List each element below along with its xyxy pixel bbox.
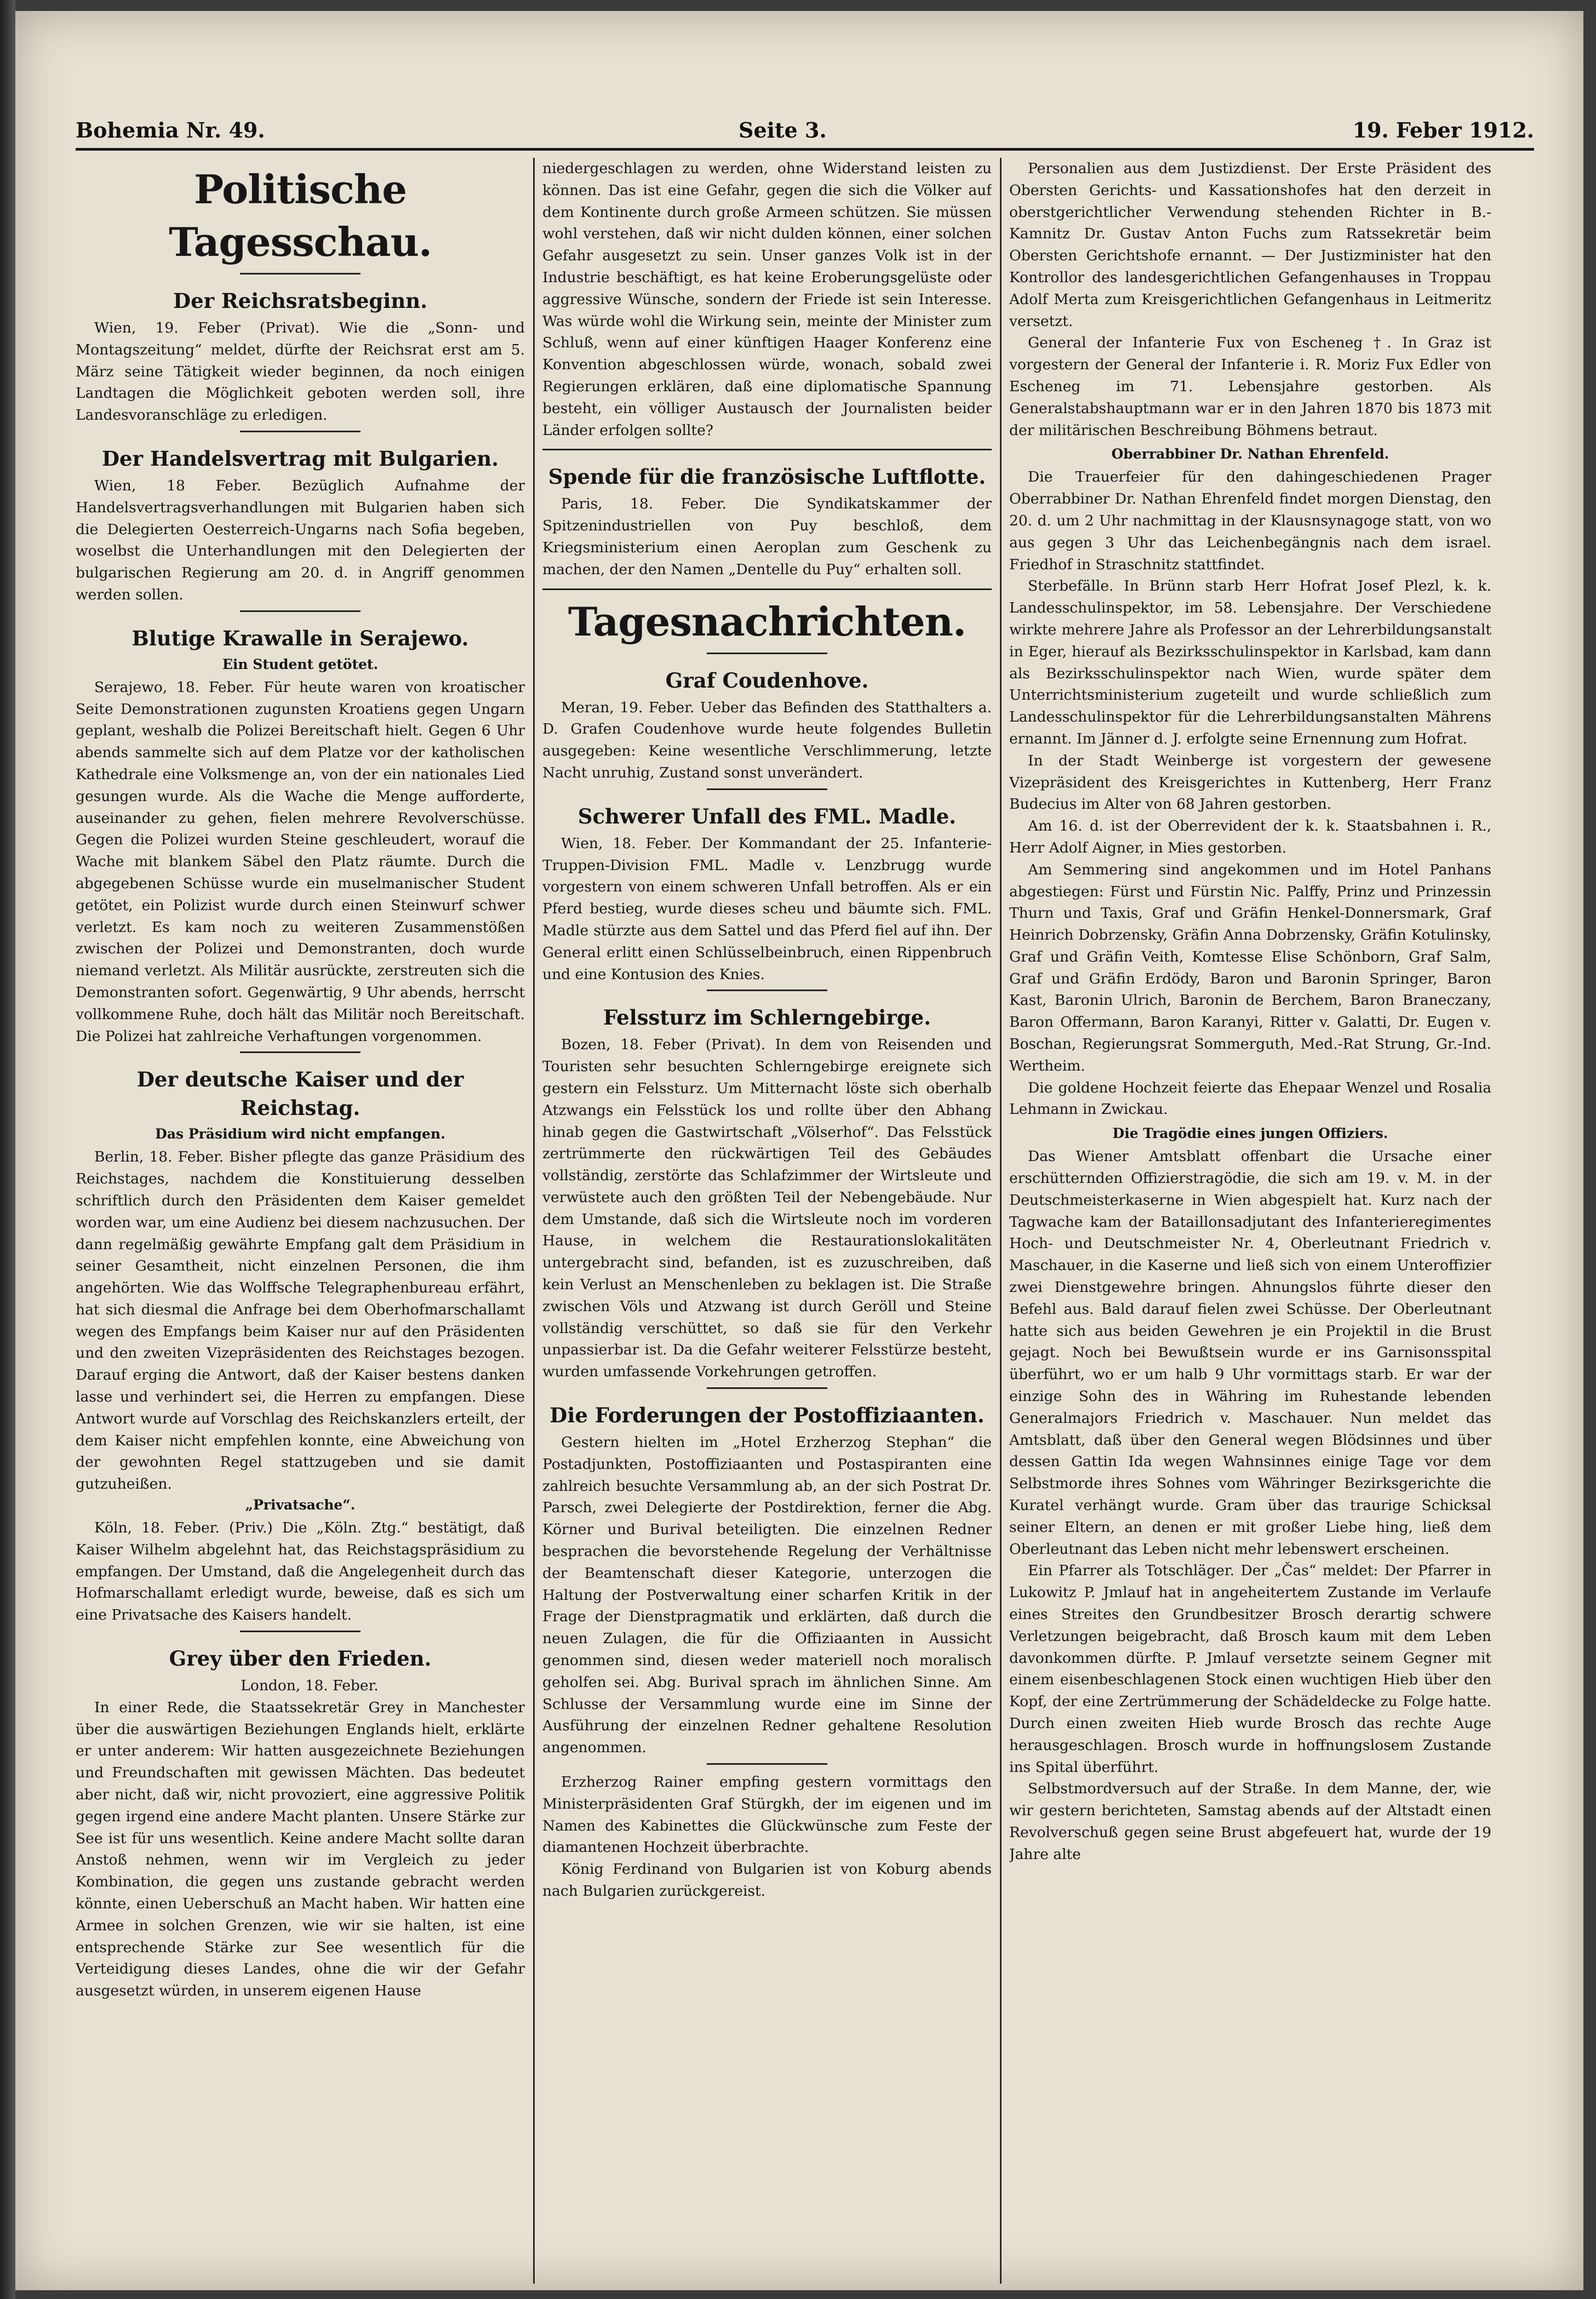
article-text: Paris, 18. Feber. Die Syndikatskammer der Spitzenindustriellen von Puy beschloß, dem Kriegsministerium einen Aeroplan zum Geschenk zu machen, der den Namen „Dentelle du Puy“ erhalten soll.: [542, 495, 992, 578]
divider: [707, 788, 827, 790]
article-heading: Spende für die französische Luftflotte.: [548, 465, 986, 489]
scan-edge-shadow: [0, 0, 15, 2299]
section-title: Politische Tagesschau.: [169, 166, 432, 265]
divider: [542, 588, 992, 590]
divider: [542, 449, 992, 450]
article-text: Die goldene Hochzeit feierte das Ehepaar Wenzel und Rosalia Lehmann in Zwickau.: [1009, 1079, 1491, 1118]
article-heading: Der Handelsvertrag mit Bulgarien.: [101, 446, 499, 471]
column-1: [76, 158, 525, 2284]
article-heading: Blutige Krawalle in Serajewo.: [131, 626, 469, 650]
article-text: Am Semmering sind angekommen und im Hotel Panhans abgestiegen: Fürst und Fürstin Nic. Palffy, Prinz und Prinzessin Thurn und Taxis, Graf und Gräfin Henkel-Donnersmark, Graf Heinrich Dobrzensky, Gräfin Anna Dobrzensky, Gräfin Kotulinsky, Graf und Gräfin Veith, Komtesse Elise Schönborn, Graf Salm, Graf und Gräfin Erdödy, Baron und Baronin Springer, Baron Kast, Baronin Ulrich, Baronin de Berchem, Baron Braneczany, Baron Offermann, Baron Karanyi, Ritter v. Galatti, Dr. Eugen v. Boschan, Regierungsrat Sommerguth, Med.-Rat Strung, Gr.-Ind. Wertheim.: [1009, 861, 1491, 1074]
article-dateline: London, 18. Feber.: [241, 1677, 379, 1695]
article-text: In der Stadt Weinberge ist vorgestern der gewesene Vizepräsident des Kreisgerichtes in Kuttenberg, Herr Franz Budecius im Alter von 68 Jahren gestorben.: [1009, 752, 1491, 813]
article-text: Serajewo, 18. Feber. Für heute waren von kroatischer Seite Demonstrationen zugunsten Kroatiens gegen Ungarn geplant, weshalb die Polizei Bereitschaft hielt. Gegen 6 Uhr abends sammelte sich auf dem Platze vor der katholischen Kathedrale eine Volksmenge an, von der ein nationales Lied gesungen wurde. Als die Wache die Menge aufforderte, auseinander zu gehen, fielen mehrere Revolverschüsse. Gegen die Polizei wurden Steine geschleudert, worauf die Wache mit blankem Säbel den Platz räumte. Durch die abgegebenen Schüsse wurde ein muselmanischer Student getötet, ein Polizist wurde durch einen Steinwurf schwer verletzt. Es kam noch zu weiteren Zusammenstößen zwischen der Polizei und Demonstranten, doch wurde niemand verletzt. Als Militär ausrückte, zerstreuten sich die Demonstranten sofort. Gegenwärtig, 9 Uhr abends, herrscht vollkommene Ruhe, doch hält das Militär noch Bereitschaft. Die Polizei hat zahlreiche Verhaftungen vorgenommen.: [76, 678, 525, 1045]
article-text: Wien, 19. Feber (Privat). Wie die „Sonn- und Montagszeitung“ meldet, dürfte der Reichsrat erst am 5. März seine Tätigkeit wieder beginnen, da noch einigen Landtagen die Möglichkeit geboten werden soll, ihre Landesvoranschläge zu erledigen.: [76, 319, 525, 424]
divider: [240, 273, 361, 274]
article-subheading: „Privatsache“.: [245, 1497, 356, 1513]
article-text: Erzherzog Rainer empfing gestern vormittags den Ministerpräsidenten Graf Stürgkh, der im eigenen und im Namen des Kabinettes die Glückwünsche zum Feste der diamantenen Hochzeit überbrachte.: [542, 1774, 992, 1856]
divider: [707, 1387, 827, 1389]
divider: [240, 610, 361, 612]
article-heading: Grey über den Frieden.: [169, 1646, 432, 1671]
article-text: Das Wiener Amtsblatt offenbart die Ursache einer erschütternden Offizierstragödie, die sich am 19. v. M. in der Deutschmeisterkaserne in Wien abgespielt hat. Kurz nach der Tagwache kam der Bataillonsadjutant des Infanterieregimentes Hoch- und Deutschmeister Nr. 4, Oberleutnant Friedrich v. Maschauer, in die Kaserne und ließ sich von einem Unteroffizier zwei Dienstgewehre bringen. Ahnungslos führte dieser den Befehl aus. Bald darauf fielen zwei Schüsse. Der Oberleutnant hatte sich aus beiden Gewehren je ein Projektil in die Brust gejagt. Noch bei Bewußtsein wurde er ins Garnisonsspital überführt, wo er um halb 9 Uhr vormittags starb. Er war der einzige Sohn des in Währing im Ruhestande lebenden Generalmajors Friedrich v. Maschauer. Nun meldet das Amtsblatt, daß über den General wegen Blödsinnes und über dessen Gattin Ida wegen Wahnsinnes einige Tage vor dem Selbstmorde ihres Sohnes vom Währinger Bezirksgerichte die Kuratel verhängt wurde. Gram über das traurige Schicksal seiner Eltern, an denen er mit großer Liebe hing, ließ dem Oberleutnant das Leben nicht mehr lebenswert erscheinen.: [1009, 1148, 1491, 1558]
column-2: [542, 158, 992, 2284]
article-heading: Felssturz im Schlerngebirge.: [603, 1005, 931, 1030]
article-text: niedergeschlagen zu werden, ohne Widerstand leisten zu können. Das ist eine Gefahr, gegen die sich die Völker auf dem Kontinente durch große Armeen schützen. Sie müssen wohl verstehen, daß wir nicht dulden können, einer solchen Gefahr ausgesetzt zu sein. Unser ganzes Volk ist in der Industrie beschäftigt, es hat keine Eroberungsgelüste oder aggressive Wünsche, sondern der Friede ist sein Interesse. Was würde wohl die Wirkung sein, meinte der Minister zum Schluß, wenn auf einer künftigen Haager Konferenz eine Konvention abgeschlossen würde, wonach, sobald zwei Regierungen erklären, daß eine diplomatische Spannung besteht, ein völliger Austausch der Journalisten beider Länder erfolgen sollte?: [542, 160, 992, 439]
article-text: In einer Rede, die Staatssekretär Grey in Manchester über die auswärtigen Beziehungen Englands hielt, erklärte er unter anderem: Wir hatten ausgezeichnete Beziehungen und Freundschaften mit gewissen Mächten. Das bedeutet aber nicht, daß wir, nicht provoziert, eine aggressive Politik gegen irgend eine andere Macht planten. Unsere Stärke zur See ist für uns wesentlich. Keine andere Macht sollte daran Anstoß nehmen, wenn wir im Vergleich zu jeder Kombination, die gegen uns zustande gebracht werden könnte, einen Ueberschuß an Macht haben. Wir hatten eine Armee in solchen Grenzen, wie wir sie halten, ist eine entsprechende Stärke zur See wesentlich für die Verteidigung dieses Landes, ohne die wir der Gefahr ausgesetzt würden, in unserem eigenen Hause: [76, 1698, 525, 2000]
column-rule: [533, 158, 535, 2284]
article-heading: Der deutsche Kaiser und der Reichstag.: [136, 1067, 464, 1120]
article-heading: Graf Coudenhove.: [665, 668, 869, 693]
article-text: Meran, 19. Feber. Ueber das Befinden des Statthalters a. D. Grafen Coudenhove wurde heute folgendes Bulletin ausgegeben: Keine wesentliche Verschlimmerung, letzte Nacht unruhig, Zustand sonst unverändert.: [542, 699, 992, 781]
divider: [240, 1631, 361, 1632]
article-text: Sterbefälle. In Brünn starb Herr Hofrat Josef Plezl, k. k. Landesschulinspektor, im 58. Lebensjahre. Der Verschiedene wirkte mehrere Jahre als Professor an der Lehrerbildungsanstalt in Eger, hierauf als Bezirksschulinspektor in Karlsbad, kam dann als Bezirksschulinspektor nach Wien, wurde später dem Unterrichtsministerium zugeteilt und wurde schließlich zum Landesschulinspektor für die Lehrerbildungsanstalten Mährens ernannt. Im Jänner d. J. erfolgte seine Ernennung zum Hofrat.: [1009, 577, 1491, 747]
page-number: Seite 3.: [739, 118, 827, 142]
article-text: Berlin, 18. Feber. Bisher pflegte das ganze Präsidium des Reichstages, nachdem die Konstituierung desselben schriftlich durch den Präsidenten dem Kaiser gemeldet worden war, um eine Audienz bei diesem nachzusuchen. Der dann regelmäßig gewährte Empfang galt dem Präsidium in seiner Gesamtheit, nicht einzelnen Personen, die ihm angehörten. Wie das Wolffsche Telegraphenbureau erfährt, hat sich diesmal die Anfrage bei dem Oberhofmarschallamt wegen des Empfangs beim Kaiser nur auf den Präsidenten und den zweiten Vizepräsidenten des Reichstages bezogen. Darauf erging die Antwort, daß der Kaiser bestens danken lasse und verhindert sei, die Herren zu empfangen. Diese Antwort wurde auf Vorschlag des Reichskanzlers erteilt, der dem Kaiser nicht empfehlen konnte, eine Abweichung von der gewohnten Regel stattzugeben und sie damit gutzuheißen.: [76, 1148, 525, 1493]
article-text: Gestern hielten im „Hotel Erzherzog Stephan“ die Postadjunkten, Postoffiziaanten und Postaspiranten eine zahlreich besuchte Versammlung ab, an der sich Postrat Dr. Parsch, zwei Delegierte der Postdirektion, ferner die Abg. Körner und Burival beteiligten. Die einzelnen Redner besprachen die bevorstehende Regelung der Verhältnisse der Beamtenschaft dieser Kategorie, unterzogen die Haltung der Postverwaltung einer scharfen Kritik in der Frage der Dienstpragmatik und erklärten, daß durch die neuen Zulagen, die für die Offiziaanten in Aussicht genommen sind, diesen weder materiell noch moralisch geholfen sei. Abg. Burival sprach im ähnlichen Sinne. Am Schlusse der Versammlung wurde eine im Sinne der Ausführung der einzelnen Redner gehaltene Resolution angenommen.: [542, 1434, 992, 1757]
article-heading: Schwerer Unfall des FML. Madle.: [577, 804, 957, 828]
divider: [707, 653, 827, 654]
issue-date: 19. Feber 1912.: [1352, 118, 1534, 142]
section-title: Tagesnachrichten.: [568, 598, 966, 645]
article-text: Selbstmordversuch auf der Straße. In dem Manne, der, wie wir gestern berichteten, Samstag abends auf der Altstadt einen Revolverschuß gegen seine Brust abgefeuert hat, wurde der 19 Jahre alte: [1009, 1780, 1491, 1863]
article-subheading: Ein Student getötet.: [222, 656, 379, 672]
article-text: Bozen, 18. Feber (Privat). In dem von Reisenden und Touristen sehr besuchten Schlerngebirge ereignete sich gestern ein Felssturz. Um Mitternacht löste sich oberhalb Atzwangs ein Felsstück los und rollte über den Abhang hinab gegen die Gastwirtschaft „Völserhof“. Das Felsstück zertrümmerte den rückwärtigen Teil des Gebäudes vollständig, zerstörte das Schlafzimmer der Wirtsleute und verwüstete auch den größten Teil der Nebengebäude. Nur dem Umstande, daß sich die Wirtsleute noch im vorderen Hause, in welchem die Restaurationslokalitäten untergebracht sind, befanden, ist es zuzuschreiben, daß kein Verlust an Menschenleben zu beklagen ist. Die Straße zwischen Völs und Atzwang ist durch Geröll und Steine vollständig verschüttet, so daß sie für den Verkehr unpassierbar ist. Da die Gefahr weiterer Felsstürze besteht, wurden umfassende Vorkehrungen getroffen.: [542, 1036, 992, 1381]
article-subheading: Das Präsidium wird nicht empfangen.: [155, 1126, 445, 1142]
header-rule: [76, 148, 1534, 151]
divider: [240, 1051, 361, 1053]
article-text: Köln, 18. Feber. (Priv.) Die „Köln. Ztg.“ bestätigt, daß Kaiser Wilhelm abgelehnt hat, das Reichstagspräsidium zu empfangen. Der Umstand, daß die Angelegenheit durch das Hofmarschallamt erledigt wurde, beweise, daß es sich um eine Privatsache des Kaisers handelt.: [76, 1519, 525, 1624]
article-text: Wien, 18 Feber. Bezüglich Aufnahme der Handelsvertragsverhandlungen mit Bulgarien haben sich die Delegierten Oesterreich-Ungarns nach Sofia begeben, woselbst die Unterhandlungen mit den Delegierten der bulgarischen Regierung am 20. d. in Angriff genommen werden sollen.: [76, 477, 525, 603]
article-text: General der Infanterie Fux von Escheneg †. In Graz ist vorgestern der General der Infanterie i. R. Moriz Fux Edler von Escheneg im 71. Lebensjahre gestorben. Als Generalstabshauptmann war er in den Jahren 1870 bis 1873 mit der militärischen Beschreibung Böhmens betraut.: [1009, 334, 1491, 439]
article-text: Die Trauerfeier für den dahingeschiedenen Prager Oberrabbiner Dr. Nathan Ehrenfeld findet morgen Dienstag, den 20. d. um 2 Uhr nachmittag in der Klausnsynagoge statt, von wo aus gegen 3 Uhr das Leichenbegängnis nach dem israel. Friedhof in Straschnitz stattfindet.: [1009, 468, 1491, 573]
article-subheading: Die Tragödie eines jungen Offiziers.: [1112, 1125, 1388, 1142]
divider: [707, 1763, 827, 1765]
column-3: [1009, 158, 1491, 2284]
divider: [707, 990, 827, 991]
article-heading: Der Reichsratsbeginn.: [173, 289, 428, 313]
article-text: König Ferdinand von Bulgarien ist von Koburg abends nach Bulgarien zurückgereist.: [542, 1861, 992, 1900]
article-subheading: Oberrabbiner Dr. Nathan Ehrenfeld.: [1111, 446, 1389, 462]
column-rule: [1000, 158, 1002, 2284]
article-text: Wien, 18. Feber. Der Kommandant der 25. Infanterie-Truppen-Division FML. Madle v. Lenzbrugg wurde vorgestern von einem schweren Unfall betroffen. Als er ein Pferd bestieg, wurde dieses scheu und bäumte sich. FML. Madle stürzte aus dem Sattel und das Pferd fiel auf ihn. Der General erlitt einen Schlüsselbeinbruch, einen Rippenbruch und eine Kontusion des Knies.: [542, 834, 992, 983]
newspaper-page: [15, 11, 1583, 2290]
article-text: Ein Pfarrer als Totschläger. Der „Čas“ meldet: Der Pfarrer in Lukowitz P. Jmlauf hat in angeheitertem Zustande im Verlaufe eines Streites den Grundbesitzer Brosch derartig schwere Verletzungen beigebracht, daß Brosch kaum mit dem Leben davonkommen dürfte. P. Jmlauf versetzte seinem Gegner mit einem eisenbeschlagenen Stock einen wuchtigen Hieb über den Kopf, der eine Zertrümmerung der Schädeldecke zu Folge hatte. Durch einen zweiten Hieb wurde Brosch das rechte Auge herausgeschlagen. Brosch wurde in hoffnungslosem Zustande ins Spital überführt.: [1009, 1562, 1491, 1776]
issue-number: Bohemia Nr. 49.: [76, 118, 265, 142]
article-text: Am 16. d. ist der Oberrevident der k. k. Staatsbahnen i. R., Herr Adolf Aigner, in Mies gestorben.: [1009, 817, 1491, 856]
article-heading: Die Forderungen der Postoffiziaanten.: [550, 1403, 985, 1428]
divider: [240, 431, 361, 432]
article-text: Personalien aus dem Justizdienst. Der Erste Präsident des Obersten Gerichts- und Kassationshofes hat den derzeit in oberstgerichtlicher Verwendung stehenden Richter in B.-Kamnitz Dr. Gustav Anton Fuchs zum Ratssekretär beim Obersten Gerichtshofe ernannt. — Der Justizminister hat den Kontrollor des landesgerichtlichen Gefangenhauses in Troppau Adolf Merta zum Kreisgerichtlichen Gefangenhaus in Leitmeritz versetzt.: [1009, 160, 1491, 330]
